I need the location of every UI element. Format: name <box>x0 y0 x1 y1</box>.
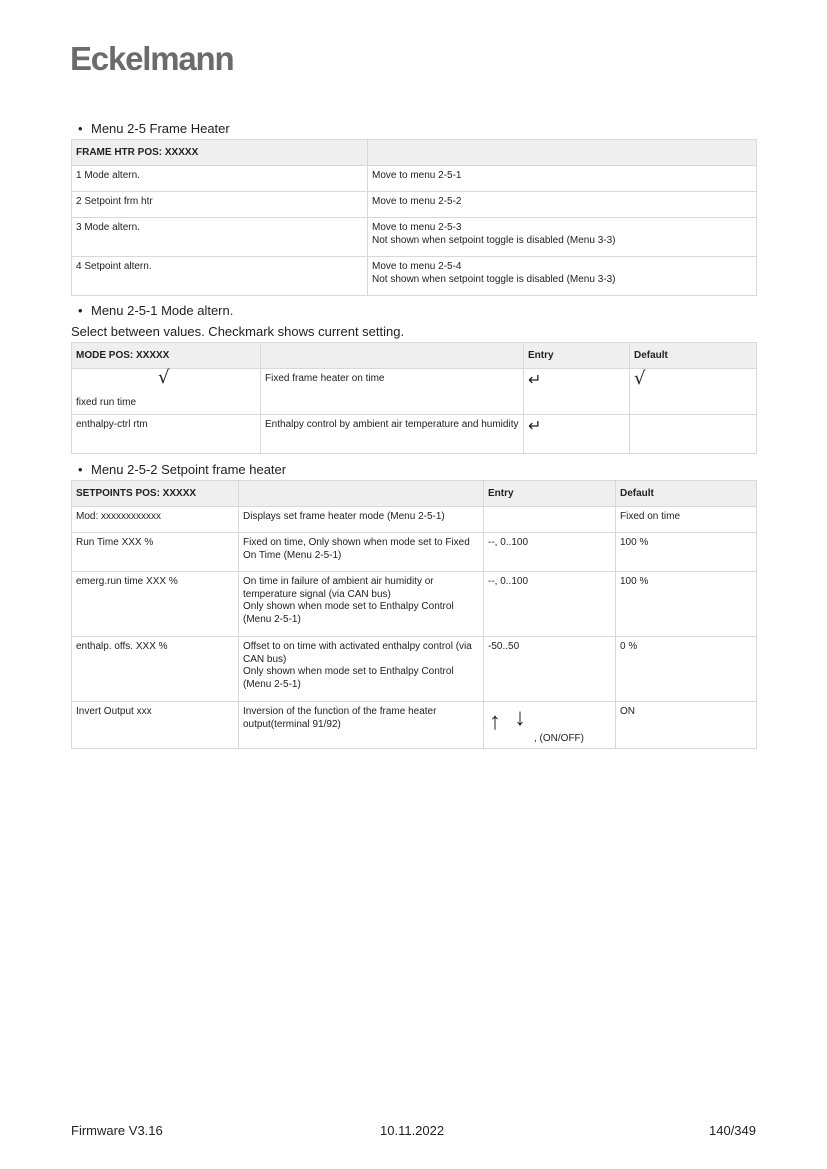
table-header-row <box>72 481 757 507</box>
cell-line: Move to menu 2-5-4 <box>372 261 462 272</box>
table-row <box>72 218 757 257</box>
table-cell: Fixed frame heater on time <box>261 369 524 415</box>
footer-page-number: 140/349 <box>709 1123 756 1138</box>
table-header-cell: FRAME HTR POS: XXXXX <box>72 140 368 166</box>
table-header-cell: MODE POS: XXXXX <box>72 343 261 369</box>
arrow-down-icon: ↓ <box>514 704 526 731</box>
cell-note: Only shown when mode set to Enthalpy Control (Menu 2-5-1) <box>243 601 454 625</box>
table-cell: Fixed on time, Only shown when mode set to Fixed On Time (Menu 2-5-1) <box>239 533 484 572</box>
table-header-cell <box>239 481 484 507</box>
table-cell <box>630 369 757 415</box>
table-row <box>72 369 757 415</box>
table-row <box>72 415 757 454</box>
option-label: fixed run time <box>76 396 137 408</box>
table-cell: ON <box>616 702 757 749</box>
table-cell <box>239 637 484 702</box>
table-row <box>72 637 757 702</box>
frame-heater-table <box>71 139 757 296</box>
table-cell <box>368 257 757 296</box>
table-cell: 3 Mode altern. <box>72 218 368 257</box>
table-cell: Run Time XXX % <box>72 533 239 572</box>
footer-date: 10.11.2022 <box>380 1123 445 1138</box>
table-cell <box>484 702 616 749</box>
table-row <box>72 702 757 749</box>
table-cell: Enthalpy control by ambient air temperature and humidity <box>261 415 524 454</box>
table-cell: Invert Output xxx <box>72 702 239 749</box>
table-cell: emerg.run time XXX % <box>72 572 239 637</box>
entry-suffix: , (ON/OFF) <box>534 733 584 744</box>
table-cell: Fixed on time <box>616 507 757 533</box>
table-cell: enthalp. offs. XXX % <box>72 637 239 702</box>
cell-line: Offset to on time with activated enthalpy control (via CAN bus) <box>243 641 472 665</box>
table-row <box>72 572 757 637</box>
company-logo: Eckelmann <box>70 40 234 77</box>
table-row <box>72 192 757 218</box>
table-header-cell: SETPOINTS POS: XXXXX <box>72 481 239 507</box>
table-cell: 2 Setpoint frm htr <box>72 192 368 218</box>
table-header-row <box>72 140 757 166</box>
section-intro: Select between values. Checkmark shows current setting. <box>71 324 405 339</box>
checkmark-icon: √ <box>634 368 646 389</box>
enter-icon: ↵ <box>524 415 630 454</box>
table-cell <box>368 218 757 257</box>
table-cell: --, 0..100 <box>484 533 616 572</box>
section-heading-setpoint-frame-heater: • Menu 2-5-2 Setpoint frame heater <box>78 462 287 477</box>
table-cell: 0 % <box>616 637 757 702</box>
arrow-up-icon: ↑ <box>489 708 501 735</box>
table-row <box>72 507 757 533</box>
table-cell: --, 0..100 <box>484 572 616 637</box>
cell-line: On time in failure of ambient air humidity or temperature signal (via CAN bus) <box>243 576 434 600</box>
table-row <box>72 166 757 192</box>
table-cell: Move to menu 2-5-2 <box>368 192 757 218</box>
table-cell: 4 Setpoint altern. <box>72 257 368 296</box>
table-row <box>72 257 757 296</box>
table-cell: 1 Mode altern. <box>72 166 368 192</box>
table-cell <box>239 572 484 637</box>
table-header-row <box>72 343 757 369</box>
table-header-cell: Entry <box>524 343 630 369</box>
table-cell: Mod: xxxxxxxxxxxx <box>72 507 239 533</box>
cell-note: Not shown when setpoint toggle is disabled (Menu 3-3) <box>372 234 616 246</box>
setpoints-table <box>71 480 757 749</box>
table-header-cell <box>261 343 524 369</box>
cell-line: Move to menu 2-5-3 <box>372 222 462 233</box>
footer-firmware: Firmware V3.16 <box>71 1123 163 1138</box>
table-cell: enthalpy-ctrl rtm <box>72 415 261 454</box>
cell-note: Only shown when mode set to Enthalpy Control (Menu 2-5-1) <box>243 666 454 690</box>
checkmark-icon: √ <box>158 367 170 388</box>
table-cell: Inversion of the function of the frame heater output(terminal 91/92) <box>239 702 484 749</box>
table-header-cell: Default <box>616 481 757 507</box>
section-heading-mode-altern: • Menu 2-5-1 Mode altern. <box>78 303 234 318</box>
table-cell: Displays set frame heater mode (Menu 2-5-1) <box>239 507 484 533</box>
table-cell <box>72 369 261 415</box>
mode-table <box>71 342 757 454</box>
table-cell: 100 % <box>616 572 757 637</box>
table-header-cell: Entry <box>484 481 616 507</box>
table-cell: 100 % <box>616 533 757 572</box>
table-cell <box>484 507 616 533</box>
table-row <box>72 533 757 572</box>
enter-icon: ↵ <box>524 369 630 415</box>
table-header-cell: Default <box>630 343 757 369</box>
cell-note: Not shown when setpoint toggle is disabled (Menu 3-3) <box>372 273 616 285</box>
table-cell <box>630 415 757 454</box>
table-cell: Move to menu 2-5-1 <box>368 166 757 192</box>
table-header-cell <box>368 140 757 166</box>
section-heading-frame-heater: • Menu 2-5 Frame Heater <box>78 121 230 136</box>
table-cell: -50..50 <box>484 637 616 702</box>
